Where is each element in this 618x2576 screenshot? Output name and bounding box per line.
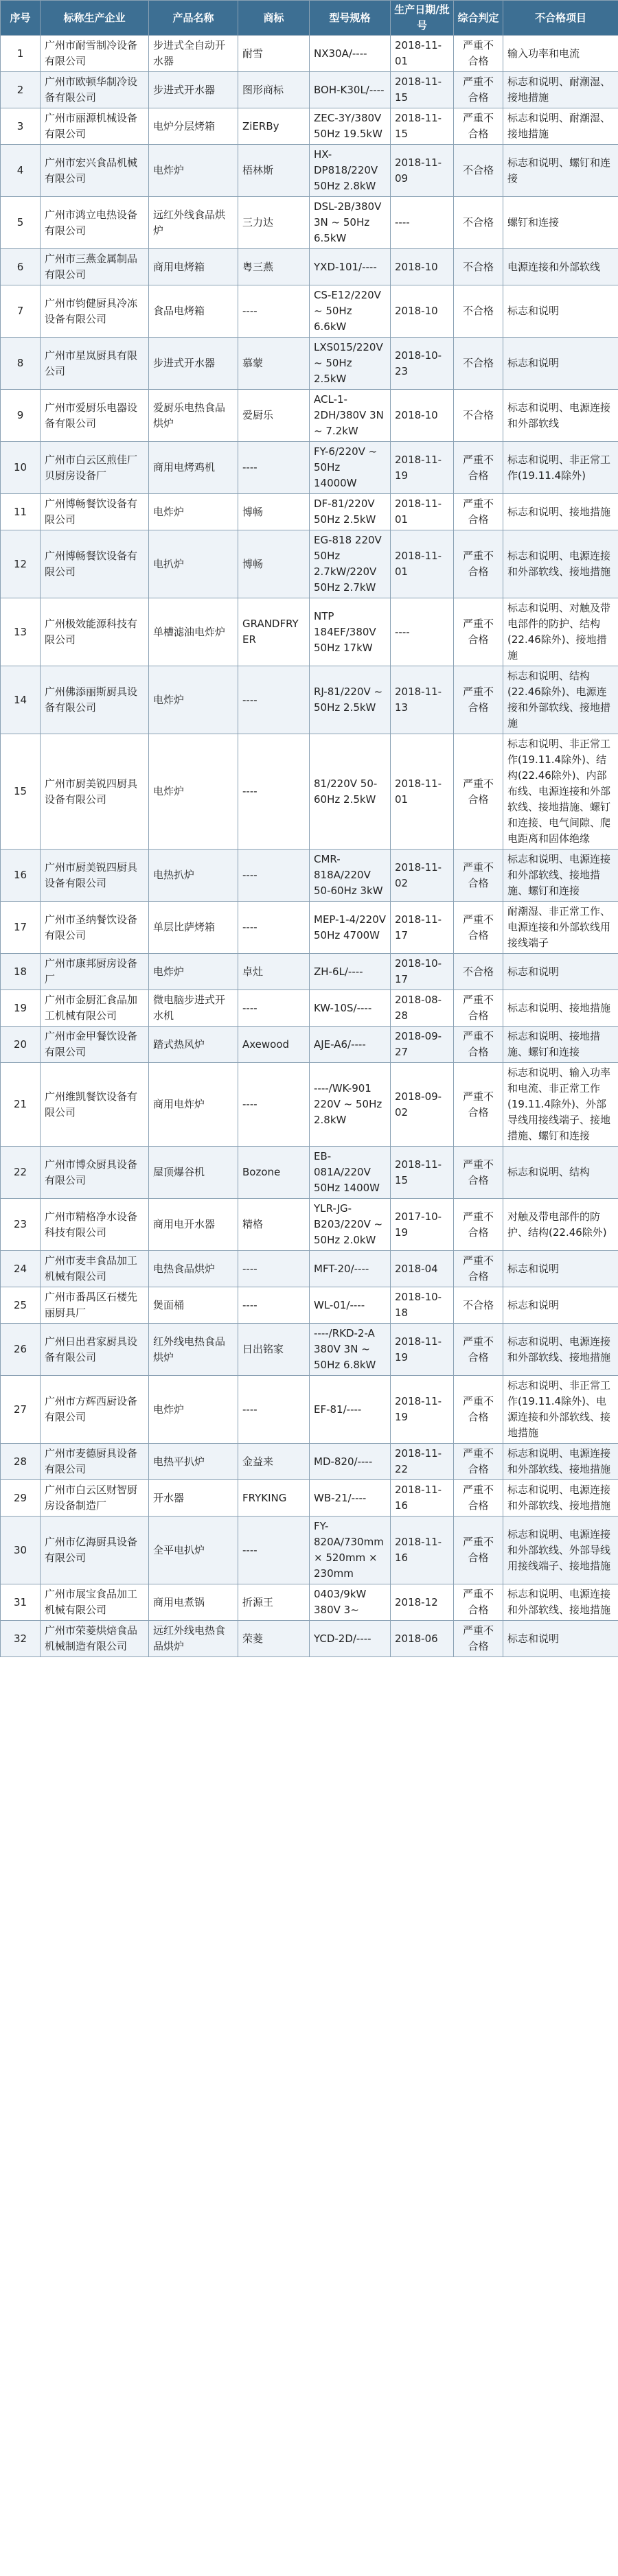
cell-model: DSL-2B/380V 3N ~ 50Hz 6.5kW — [310, 197, 391, 249]
cell-no: 8 — [1, 338, 41, 390]
cell-no: 18 — [1, 954, 41, 990]
cell-verdict: 严重不合格 — [454, 1376, 503, 1444]
cell-trademark: ---- — [238, 1063, 310, 1147]
cell-trademark: FRYKING — [238, 1480, 310, 1517]
cell-trademark: ---- — [238, 285, 310, 338]
cell-trademark: ---- — [238, 1251, 310, 1287]
cell-product: 单层比萨烤箱 — [149, 902, 238, 954]
cell-company: 广州佛添丽斯厨具设备有限公司 — [41, 666, 149, 734]
cell-date: 2018-11-01 — [391, 530, 454, 598]
cell-verdict: 严重不合格 — [454, 1147, 503, 1199]
cell-model: EF-81/---- — [310, 1376, 391, 1444]
cell-no: 14 — [1, 666, 41, 734]
cell-failed-items: 标志和说明 — [503, 338, 618, 390]
cell-verdict: 严重不合格 — [454, 850, 503, 902]
cell-trademark: ---- — [238, 734, 310, 850]
cell-date: 2018-08-28 — [391, 990, 454, 1027]
cell-failed-items: 标志和说明、接地措施、螺钉和连接 — [503, 1027, 618, 1063]
table-row — [1, 494, 618, 530]
cell-no: 19 — [1, 990, 41, 1027]
cell-verdict: 严重不合格 — [454, 734, 503, 850]
cell-verdict: 不合格 — [454, 954, 503, 990]
cell-product: 远红外线食品烘炉 — [149, 197, 238, 249]
cell-failed-items: 标志和说明、结构 — [503, 1147, 618, 1199]
cell-company: 广州市三燕金属制品有限公司 — [41, 249, 149, 285]
cell-no: 3 — [1, 108, 41, 145]
header-trademark: 商标 — [238, 1, 310, 36]
cell-no: 22 — [1, 1147, 41, 1199]
cell-no: 9 — [1, 390, 41, 442]
table-row — [1, 285, 618, 338]
table-row — [1, 1287, 618, 1324]
cell-date: 2018-11-16 — [391, 1517, 454, 1584]
cell-model: EG-818 220V 50Hz 2.7kW/220V 50Hz 2.7kW — [310, 530, 391, 598]
cell-company: 广州市金厨汇食品加工机械有限公司 — [41, 990, 149, 1027]
cell-company: 广州市丽源机械设备有限公司 — [41, 108, 149, 145]
table-row — [1, 72, 618, 108]
cell-company: 广州市荣菱烘焙食品机械制造有限公司 — [41, 1621, 149, 1657]
cell-failed-items: 电源连接和外部软线 — [503, 249, 618, 285]
cell-failed-items: 螺钉和连接 — [503, 197, 618, 249]
cell-company: 广州市厨美锐四厨具设备有限公司 — [41, 850, 149, 902]
cell-product: 电炸炉 — [149, 734, 238, 850]
cell-trademark: ---- — [238, 666, 310, 734]
cell-company: 广州市麦丰食品加工机械有限公司 — [41, 1251, 149, 1287]
cell-model: WB-21/---- — [310, 1480, 391, 1517]
cell-failed-items: 标志和说明、电源连接和外部软线、接地措施 — [503, 1324, 618, 1376]
cell-product: 远红外线电热食品烘炉 — [149, 1621, 238, 1657]
cell-model: HX-DP818/220V 50Hz 2.8kW — [310, 145, 391, 197]
cell-failed-items: 标志和说明 — [503, 1251, 618, 1287]
cell-verdict: 严重不合格 — [454, 1621, 503, 1657]
cell-failed-items: 标志和说明 — [503, 1621, 618, 1657]
cell-no: 20 — [1, 1027, 41, 1063]
cell-date: 2018-11-01 — [391, 36, 454, 72]
cell-verdict: 不合格 — [454, 1287, 503, 1324]
cell-company: 广州市欧顿华制冷设备有限公司 — [41, 72, 149, 108]
cell-verdict: 严重不合格 — [454, 1444, 503, 1480]
cell-no: 5 — [1, 197, 41, 249]
cell-date: 2018-11-19 — [391, 1324, 454, 1376]
cell-trademark: 慕蒙 — [238, 338, 310, 390]
cell-no: 12 — [1, 530, 41, 598]
table-row — [1, 1480, 618, 1517]
cell-date: 2018-11-02 — [391, 850, 454, 902]
cell-company: 广州市白云区财智厨房设备制造厂 — [41, 1480, 149, 1517]
cell-company: 广州维凯餐饮设备有限公司 — [41, 1063, 149, 1147]
cell-product: 开水器 — [149, 1480, 238, 1517]
cell-verdict: 不合格 — [454, 249, 503, 285]
cell-model: CS-E12/220V ~ 50Hz 6.6kW — [310, 285, 391, 338]
cell-failed-items: 标志和说明、电源连接和外部软线、接地措施 — [503, 1444, 618, 1480]
cell-company: 广州市展宝食品加工机械有限公司 — [41, 1584, 149, 1621]
cell-date: ---- — [391, 598, 454, 666]
cell-trademark: 爱厨乐 — [238, 390, 310, 442]
cell-product: 屋顶爆谷机 — [149, 1147, 238, 1199]
cell-company: 广州市爱厨乐电器设备有限公司 — [41, 390, 149, 442]
cell-model: ZEC-3Y/380V 50Hz 19.5kW — [310, 108, 391, 145]
table-row — [1, 530, 618, 598]
cell-date: 2018-11-09 — [391, 145, 454, 197]
cell-model: 81/220V 50-60Hz 2.5kW — [310, 734, 391, 850]
cell-trademark: Axewood — [238, 1027, 310, 1063]
cell-company: 广州市番禺区石楼先丽厨具厂 — [41, 1287, 149, 1324]
cell-trademark: 耐雪 — [238, 36, 310, 72]
cell-trademark: ---- — [238, 1517, 310, 1584]
cell-company: 广州市钧健厨具冷冻设备有限公司 — [41, 285, 149, 338]
cell-verdict: 严重不合格 — [454, 442, 503, 494]
cell-company: 广州市厨美锐四厨具设备有限公司 — [41, 734, 149, 850]
cell-date: 2018-10-18 — [391, 1287, 454, 1324]
table-row — [1, 1199, 618, 1251]
cell-verdict: 不合格 — [454, 197, 503, 249]
table-row — [1, 954, 618, 990]
table-row — [1, 36, 618, 72]
cell-trademark: 金益来 — [238, 1444, 310, 1480]
cell-product: 全平电扒炉 — [149, 1517, 238, 1584]
cell-product: 电炸炉 — [149, 666, 238, 734]
cell-date: 2018-09-02 — [391, 1063, 454, 1147]
cell-model: NTP 184EF/380V 50Hz 17kW — [310, 598, 391, 666]
cell-failed-items: 标志和说明、电源连接和外部软线、外部导线用接线端子、接地措施 — [503, 1517, 618, 1584]
header-date: 生产日期/批号 — [391, 1, 454, 36]
table-row — [1, 1584, 618, 1621]
header-product: 产品名称 — [149, 1, 238, 36]
table-row — [1, 338, 618, 390]
cell-date: 2018-10 — [391, 390, 454, 442]
cell-company: 广州市耐雪制冷设备有限公司 — [41, 36, 149, 72]
table-row — [1, 249, 618, 285]
cell-model: LXS015/220V~ 50Hz 2.5kW — [310, 338, 391, 390]
cell-verdict: 严重不合格 — [454, 36, 503, 72]
cell-company: 广州市金甲餐饮设备有限公司 — [41, 1027, 149, 1063]
cell-model: MEP-1-4/220V 50Hz 4700W — [310, 902, 391, 954]
cell-date: 2018-09-27 — [391, 1027, 454, 1063]
cell-product: 爱厨乐电热食品烘炉 — [149, 390, 238, 442]
cell-date: 2018-10 — [391, 249, 454, 285]
cell-verdict: 严重不合格 — [454, 1324, 503, 1376]
cell-failed-items: 标志和说明、耐潮湿、接地措施 — [503, 72, 618, 108]
cell-trademark: ---- — [238, 990, 310, 1027]
table-row — [1, 1063, 618, 1147]
cell-company: 广州博畅餐饮设备有限公司 — [41, 494, 149, 530]
cell-product: 电热扒炉 — [149, 850, 238, 902]
cell-product: 微电脑步进式开水机 — [149, 990, 238, 1027]
cell-verdict: 严重不合格 — [454, 1480, 503, 1517]
cell-product: 步进式开水器 — [149, 338, 238, 390]
cell-model: KW-10S/---- — [310, 990, 391, 1027]
cell-no: 26 — [1, 1324, 41, 1376]
table-row — [1, 1251, 618, 1287]
cell-company: 广州市康邦厨房设备厂 — [41, 954, 149, 990]
table-row — [1, 390, 618, 442]
table-row — [1, 1147, 618, 1199]
table-row — [1, 734, 618, 850]
cell-date: 2018-11-17 — [391, 902, 454, 954]
cell-date: 2018-11-15 — [391, 1147, 454, 1199]
cell-model: FY-6/220V ~ 50Hz 14000W — [310, 442, 391, 494]
table-row — [1, 1376, 618, 1444]
cell-verdict: 严重不合格 — [454, 1251, 503, 1287]
cell-product: 单槽滤油电炸炉 — [149, 598, 238, 666]
cell-product: 电炸炉 — [149, 145, 238, 197]
cell-trademark: ZiERBy — [238, 108, 310, 145]
cell-product: 电扒炉 — [149, 530, 238, 598]
cell-model: 0403/9kW 380V 3~ — [310, 1584, 391, 1621]
cell-no: 1 — [1, 36, 41, 72]
cell-date: 2018-10 — [391, 285, 454, 338]
cell-no: 13 — [1, 598, 41, 666]
cell-product: 电炸炉 — [149, 1376, 238, 1444]
cell-no: 16 — [1, 850, 41, 902]
cell-verdict: 不合格 — [454, 285, 503, 338]
table-row — [1, 1027, 618, 1063]
cell-verdict: 不合格 — [454, 390, 503, 442]
cell-date: 2018-11-22 — [391, 1444, 454, 1480]
cell-product: 煲面桶 — [149, 1287, 238, 1324]
cell-failed-items: 标志和说明、非正常工作(19.11.4除外) — [503, 442, 618, 494]
cell-product: 商用电炸炉 — [149, 1063, 238, 1147]
cell-date: 2017-10-19 — [391, 1199, 454, 1251]
cell-product: 步进式开水器 — [149, 72, 238, 108]
cell-product: 电炸炉 — [149, 954, 238, 990]
cell-date: 2018-11-15 — [391, 72, 454, 108]
cell-model: BOH-K30L/---- — [310, 72, 391, 108]
cell-company: 广州市精格净水设备科技有限公司 — [41, 1199, 149, 1251]
cell-trademark: 图形商标 — [238, 72, 310, 108]
cell-company: 广州极效能源科技有限公司 — [41, 598, 149, 666]
table-body — [1, 36, 618, 1657]
cell-failed-items: 标志和说明、电源连接和外部软线、接地措施 — [503, 1480, 618, 1517]
cell-product: 商用电开水器 — [149, 1199, 238, 1251]
cell-model: CMR-818A/220V 50-60Hz 3kW — [310, 850, 391, 902]
cell-product: 商用电烤鸡机 — [149, 442, 238, 494]
cell-model: YXD-101/---- — [310, 249, 391, 285]
cell-product: 电炸炉 — [149, 494, 238, 530]
table-header-row — [1, 1, 618, 36]
cell-date: 2018-11-01 — [391, 494, 454, 530]
cell-no: 6 — [1, 249, 41, 285]
cell-model: NX30A/---- — [310, 36, 391, 72]
cell-product: 红外线电热食品烘炉 — [149, 1324, 238, 1376]
cell-model: RJ-81/220V ~ 50Hz 2.5kW — [310, 666, 391, 734]
cell-trademark: 博畅 — [238, 530, 310, 598]
cell-trademark: Bozone — [238, 1147, 310, 1199]
cell-trademark: 日出铭家 — [238, 1324, 310, 1376]
cell-company: 广州日出君家厨具设备有限公司 — [41, 1324, 149, 1376]
table-row — [1, 666, 618, 734]
cell-trademark: 卓灶 — [238, 954, 310, 990]
cell-date: 2018-11-13 — [391, 666, 454, 734]
table-row — [1, 442, 618, 494]
cell-no: 32 — [1, 1621, 41, 1657]
table-row — [1, 598, 618, 666]
cell-company: 广州市方辉西厨设备有限公司 — [41, 1376, 149, 1444]
cell-company: 广州博畅餐饮设备有限公司 — [41, 530, 149, 598]
cell-trademark: ---- — [238, 902, 310, 954]
cell-verdict: 严重不合格 — [454, 494, 503, 530]
cell-company: 广州市星岚厨具有限公司 — [41, 338, 149, 390]
cell-trademark: ---- — [238, 442, 310, 494]
cell-verdict: 严重不合格 — [454, 990, 503, 1027]
cell-date: 2018-11-01 — [391, 734, 454, 850]
cell-failed-items: 标志和说明、耐潮湿、接地措施 — [503, 108, 618, 145]
cell-date: 2018-10-23 — [391, 338, 454, 390]
cell-company: 广州市白云区煎佳厂贝厨房设备厂 — [41, 442, 149, 494]
cell-no: 25 — [1, 1287, 41, 1324]
cell-verdict: 严重不合格 — [454, 530, 503, 598]
cell-verdict: 严重不合格 — [454, 1063, 503, 1147]
cell-no: 10 — [1, 442, 41, 494]
cell-verdict: 严重不合格 — [454, 666, 503, 734]
cell-failed-items: 标志和说明、输入功率和电流、非正常工作(19.11.4除外)、外部导线用接线端子、接地措施、螺钉和连接 — [503, 1063, 618, 1147]
table-row — [1, 990, 618, 1027]
cell-failed-items: 标志和说明 — [503, 285, 618, 338]
cell-failed-items: 标志和说明、电源连接和外部软线、接地措施、螺钉和连接 — [503, 850, 618, 902]
cell-no: 11 — [1, 494, 41, 530]
cell-verdict: 严重不合格 — [454, 1517, 503, 1584]
table-row — [1, 1324, 618, 1376]
cell-no: 2 — [1, 72, 41, 108]
cell-date: 2018-12 — [391, 1584, 454, 1621]
cell-failed-items: 标志和说明、非正常工作(19.11.4除外)、结构(22.46除外)、内部布线、电源连接和外部软线、接地措施、螺钉和连接、电气间隙、爬电距离和固体绝缘 — [503, 734, 618, 850]
cell-no: 4 — [1, 145, 41, 197]
cell-model: ZH-6L/---- — [310, 954, 391, 990]
table-row — [1, 145, 618, 197]
cell-model: ----/RKD-2-A 380V 3N ~ 50Hz 6.8kW — [310, 1324, 391, 1376]
header-verdict: 综合判定 — [454, 1, 503, 36]
cell-verdict: 严重不合格 — [454, 72, 503, 108]
cell-trademark: ---- — [238, 1376, 310, 1444]
cell-product: 踏式热风炉 — [149, 1027, 238, 1063]
cell-company: 广州市宏兴食品机械有限公司 — [41, 145, 149, 197]
cell-model: ACL-1-2DH/380V 3N ~ 7.2kW — [310, 390, 391, 442]
cell-product: 商用电烤箱 — [149, 249, 238, 285]
cell-no: 7 — [1, 285, 41, 338]
cell-failed-items: 标志和说明、电源连接和外部软线、接地措施 — [503, 1584, 618, 1621]
cell-date: 2018-10-17 — [391, 954, 454, 990]
cell-verdict: 严重不合格 — [454, 1584, 503, 1621]
cell-failed-items: 标志和说明、螺钉和连接 — [503, 145, 618, 197]
cell-verdict: 严重不合格 — [454, 902, 503, 954]
cell-verdict: 不合格 — [454, 145, 503, 197]
cell-company: 广州市亿海厨具设备有限公司 — [41, 1517, 149, 1584]
cell-verdict: 严重不合格 — [454, 1027, 503, 1063]
cell-no: 21 — [1, 1063, 41, 1147]
cell-trademark: ---- — [238, 1287, 310, 1324]
cell-product: 商用电煮锅 — [149, 1584, 238, 1621]
cell-company: 广州市麦德厨具设备有限公司 — [41, 1444, 149, 1480]
cell-no: 27 — [1, 1376, 41, 1444]
table-row — [1, 108, 618, 145]
cell-date: 2018-06 — [391, 1621, 454, 1657]
cell-failed-items: 输入功率和电流 — [503, 36, 618, 72]
table-row — [1, 850, 618, 902]
cell-failed-items: 标志和说明、非正常工作(19.11.4除外)、电源连接和外部软线、接地措施 — [503, 1376, 618, 1444]
cell-model: YLR-JG-B203/220V ~ 50Hz 2.0kW — [310, 1199, 391, 1251]
cell-verdict: 不合格 — [454, 338, 503, 390]
cell-verdict: 严重不合格 — [454, 1199, 503, 1251]
cell-failed-items: 标志和说明、结构(22.46除外)、电源连接和外部软线、接地措施 — [503, 666, 618, 734]
cell-date: 2018-11-19 — [391, 442, 454, 494]
cell-model: DF-81/220V 50Hz 2.5kW — [310, 494, 391, 530]
cell-failed-items: 标志和说明 — [503, 954, 618, 990]
cell-failed-items: 耐潮湿、非正常工作、电源连接和外部软线用接线端子 — [503, 902, 618, 954]
table-row — [1, 1517, 618, 1584]
cell-verdict: 严重不合格 — [454, 598, 503, 666]
cell-model: EB-081A/220V 50Hz 1400W — [310, 1147, 391, 1199]
cell-date: ---- — [391, 197, 454, 249]
cell-no: 24 — [1, 1251, 41, 1287]
cell-no: 31 — [1, 1584, 41, 1621]
cell-trademark: GRANDFRYER — [238, 598, 310, 666]
cell-company: 广州市圣纳餐饮设备有限公司 — [41, 902, 149, 954]
cell-date: 2018-11-19 — [391, 1376, 454, 1444]
cell-model: AJE-A6/---- — [310, 1027, 391, 1063]
cell-trademark: 折源王 — [238, 1584, 310, 1621]
cell-product: 电热食品烘炉 — [149, 1251, 238, 1287]
cell-product: 电热平扒炉 — [149, 1444, 238, 1480]
cell-trademark: 梧林斯 — [238, 145, 310, 197]
cell-product: 步进式全自动开水器 — [149, 36, 238, 72]
header-no: 序号 — [1, 1, 41, 36]
cell-product: 食品电烤箱 — [149, 285, 238, 338]
cell-no: 15 — [1, 734, 41, 850]
cell-model: YCD-2D/---- — [310, 1621, 391, 1657]
cell-model: ----/WK-901 220V ~ 50Hz 2.8kW — [310, 1063, 391, 1147]
cell-verdict: 严重不合格 — [454, 108, 503, 145]
cell-trademark: ---- — [238, 850, 310, 902]
cell-failed-items: 标志和说明、电源连接和外部软线 — [503, 390, 618, 442]
table-row — [1, 197, 618, 249]
cell-failed-items: 对触及带电部件的防护、结构(22.46除外) — [503, 1199, 618, 1251]
cell-failed-items: 标志和说明、对触及带电部件的防护、结构(22.46除外)、接地措施 — [503, 598, 618, 666]
cell-failed-items: 标志和说明、接地措施 — [503, 990, 618, 1027]
table-row — [1, 1621, 618, 1657]
table-row — [1, 902, 618, 954]
cell-no: 30 — [1, 1517, 41, 1584]
cell-model: MD-820/---- — [310, 1444, 391, 1480]
cell-trademark: 荣菱 — [238, 1621, 310, 1657]
cell-failed-items: 标志和说明 — [503, 1287, 618, 1324]
cell-no: 17 — [1, 902, 41, 954]
cell-date: 2018-11-16 — [391, 1480, 454, 1517]
header-model: 型号规格 — [310, 1, 391, 36]
cell-model: MFT-20/---- — [310, 1251, 391, 1287]
cell-trademark: 三力达 — [238, 197, 310, 249]
cell-no: 28 — [1, 1444, 41, 1480]
cell-date: 2018-04 — [391, 1251, 454, 1287]
cell-company: 广州市博众厨具设备有限公司 — [41, 1147, 149, 1199]
cell-trademark: 博畅 — [238, 494, 310, 530]
cell-model: WL-01/---- — [310, 1287, 391, 1324]
cell-no: 29 — [1, 1480, 41, 1517]
cell-no: 23 — [1, 1199, 41, 1251]
cell-product: 电炉分层烤箱 — [149, 108, 238, 145]
cell-date: 2018-11-15 — [391, 108, 454, 145]
header-company: 标称生产企业 — [41, 1, 149, 36]
cell-model: FY-820A/730mm × 520mm × 230mm — [310, 1517, 391, 1584]
cell-trademark: 粤三燕 — [238, 249, 310, 285]
cell-company: 广州市鸿立电热设备有限公司 — [41, 197, 149, 249]
cell-trademark: 精格 — [238, 1199, 310, 1251]
cell-failed-items: 标志和说明、接地措施 — [503, 494, 618, 530]
cell-failed-items: 标志和说明、电源连接和外部软线、接地措施 — [503, 530, 618, 598]
table-row — [1, 1444, 618, 1480]
header-failed-items: 不合格项目 — [503, 1, 618, 36]
